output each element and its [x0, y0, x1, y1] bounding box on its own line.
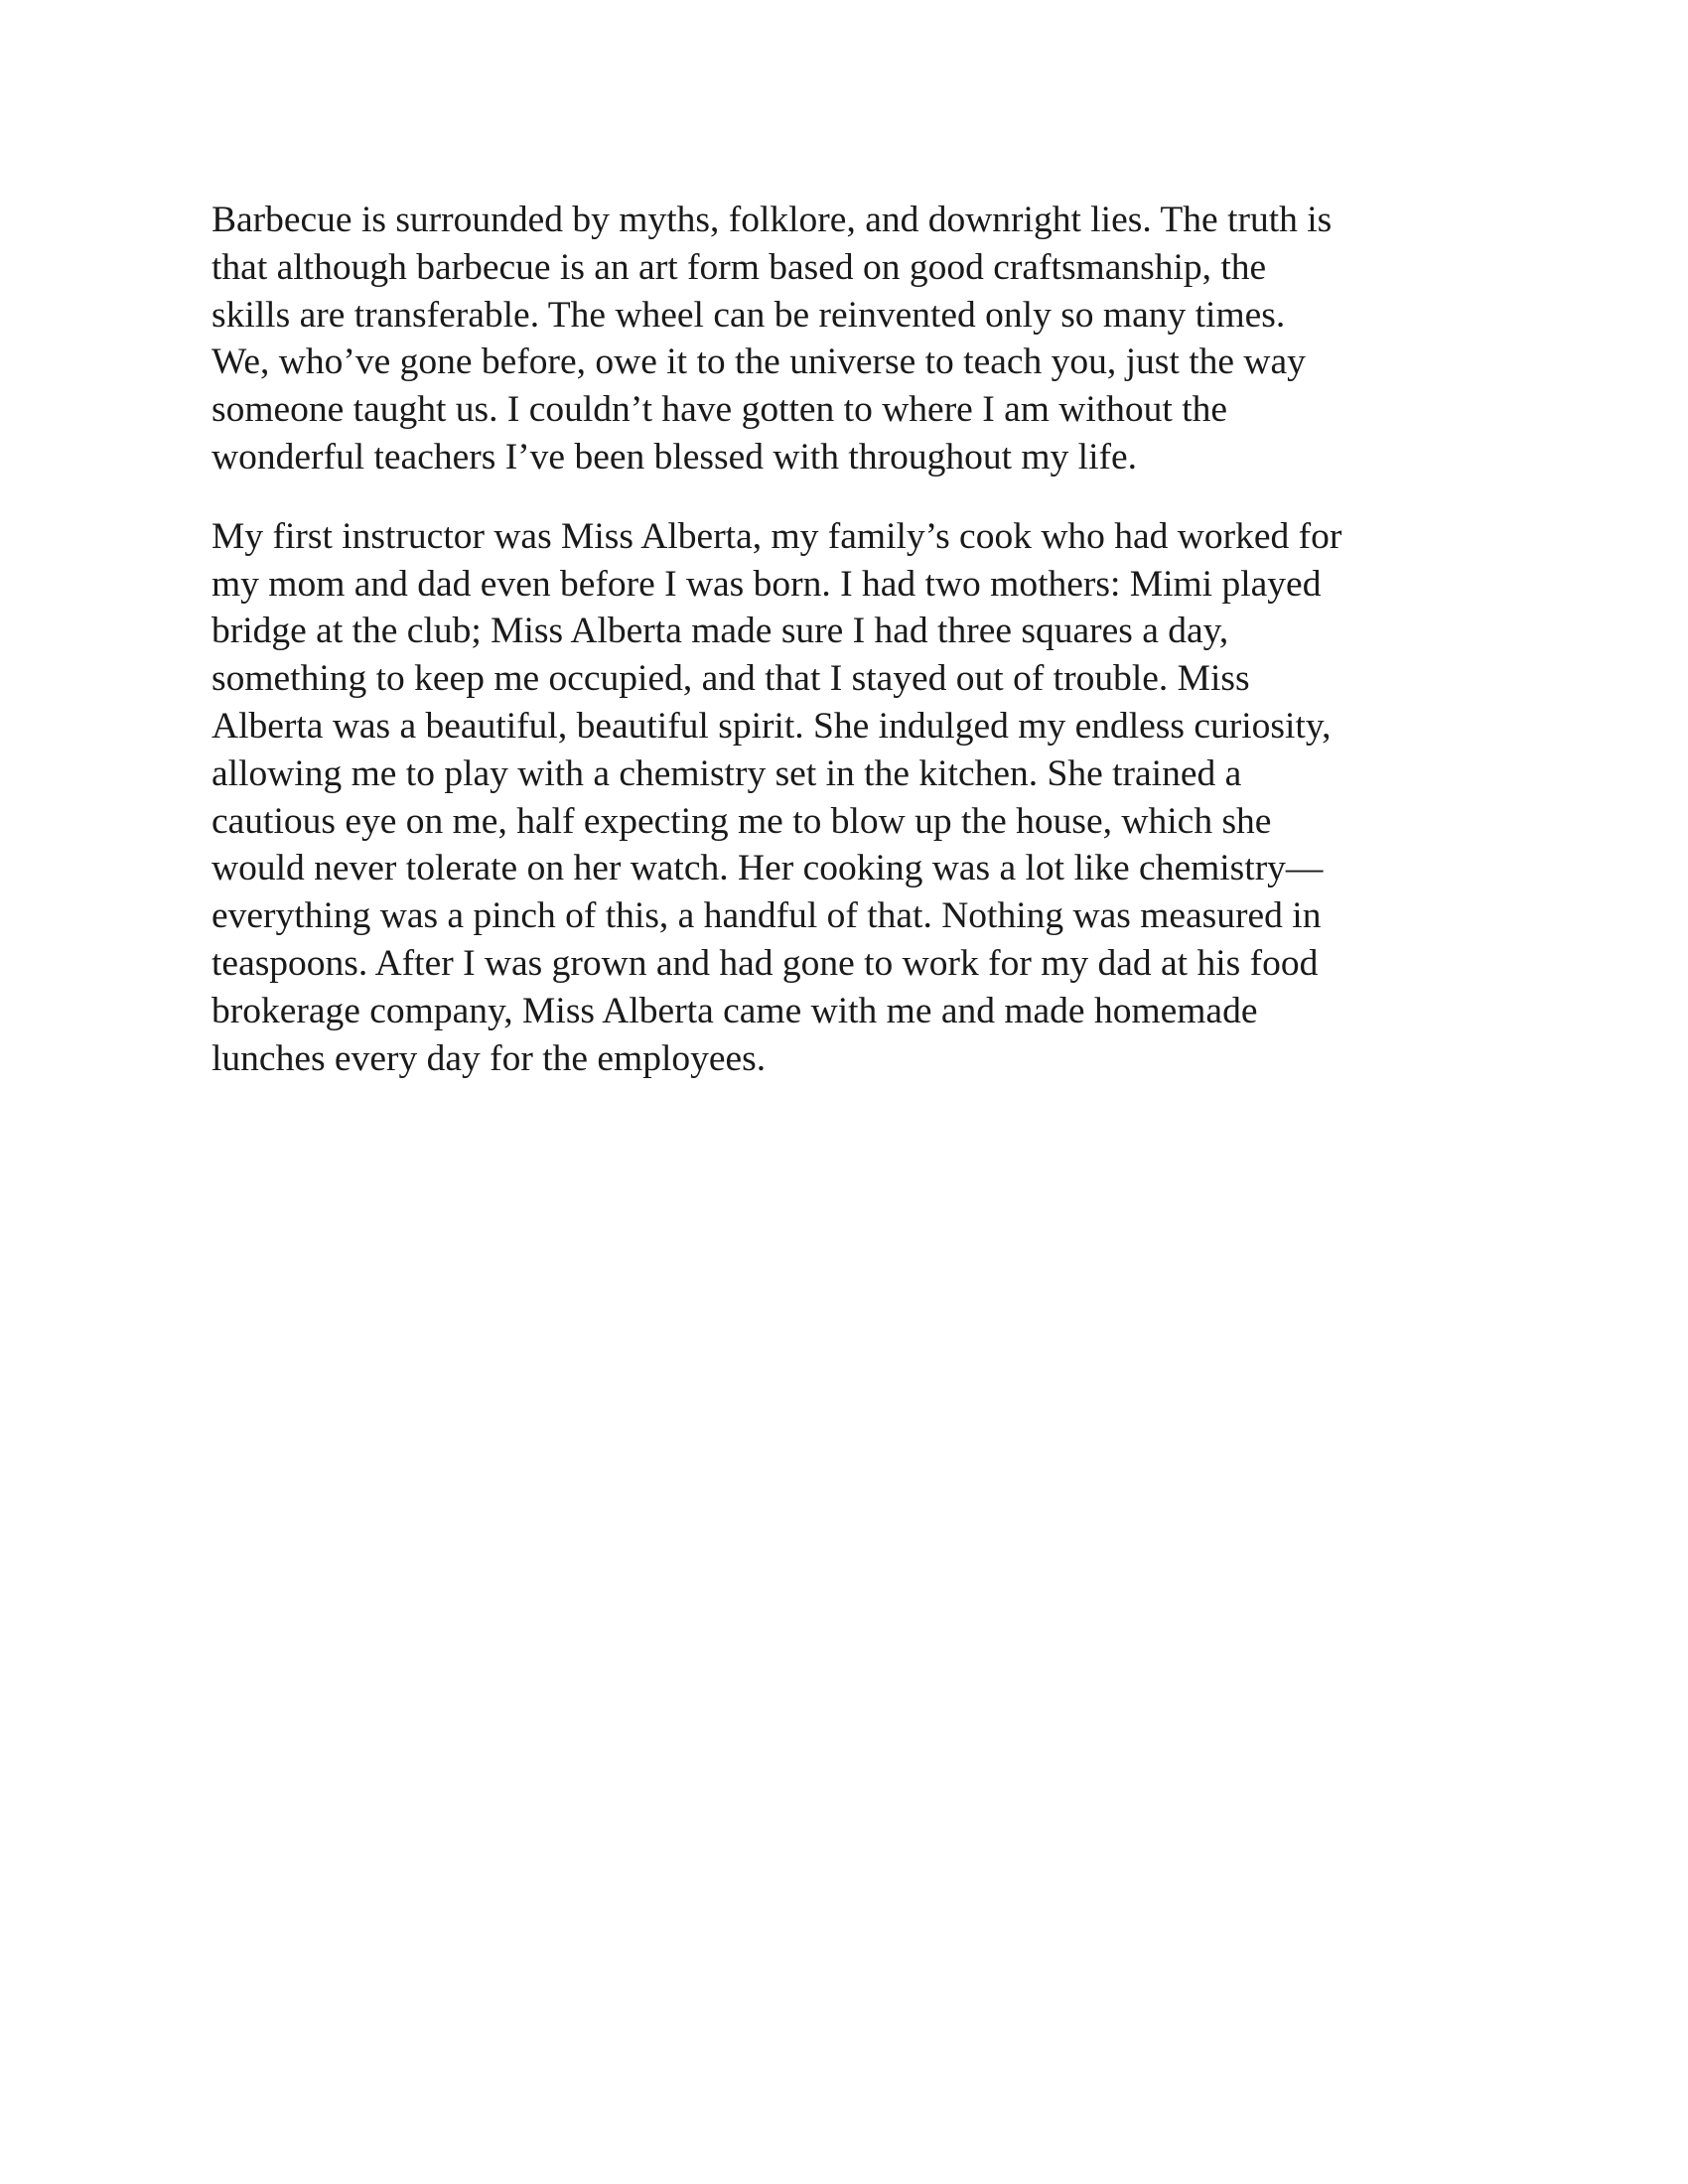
- text-line: allowing me to play with a chemistry set in the kitchen. She trained a: [211, 752, 1242, 794]
- text-line: Barbecue is surrounded by myths, folklore, and downright lies. The truth is: [211, 200, 1333, 240]
- text-line: skills are transferable. The wheel can be reinvented only so many times.: [211, 294, 1286, 336]
- paragraph-1: [211, 197, 1502, 481]
- text-line: would never tolerate on her watch. Her cooking was a lot like chemistry—: [211, 848, 1324, 889]
- text-line: wonderful teachers I’ve been blessed with throughout my life.: [211, 436, 1138, 478]
- text-line: lunches every day for the employees.: [211, 1037, 767, 1079]
- body-text: [211, 197, 1502, 1082]
- text-line: Alberta was a beautiful, beautiful spirit. She indulged my endless curiosity,: [211, 705, 1332, 747]
- text-line: We, who’ve gone before, owe it to the universe to teach you, just the way: [211, 341, 1306, 383]
- paragraph-2: [211, 513, 1502, 1083]
- text-line: something to keep me occupied, and that I stayed out of trouble. Miss: [211, 658, 1250, 700]
- text-line: that although barbecue is an art form based on good craftsmanship, the: [211, 246, 1267, 288]
- text-line: bridge at the club; Miss Alberta made sure I had three squares a day,: [211, 611, 1229, 652]
- text-line: cautious eye on me, half expecting me to blow up the house, which she: [211, 800, 1272, 842]
- text-line: brokerage company, Miss Alberta came with me and made homemade: [211, 990, 1258, 1031]
- text-line: everything was a pinch of this, a handful of that. Nothing was measured in: [211, 895, 1322, 937]
- text-line: My first instructor was Miss Alberta, my family’s cook who had worked for: [211, 515, 1342, 557]
- text-line: teaspoons. After I was grown and had gone to work for my dad at his food: [211, 942, 1319, 984]
- text-line: someone taught us. I couldn’t have gotten to where I am without the: [211, 389, 1228, 431]
- text-line: my mom and dad even before I was born. I had two mothers: Mimi played: [211, 563, 1322, 605]
